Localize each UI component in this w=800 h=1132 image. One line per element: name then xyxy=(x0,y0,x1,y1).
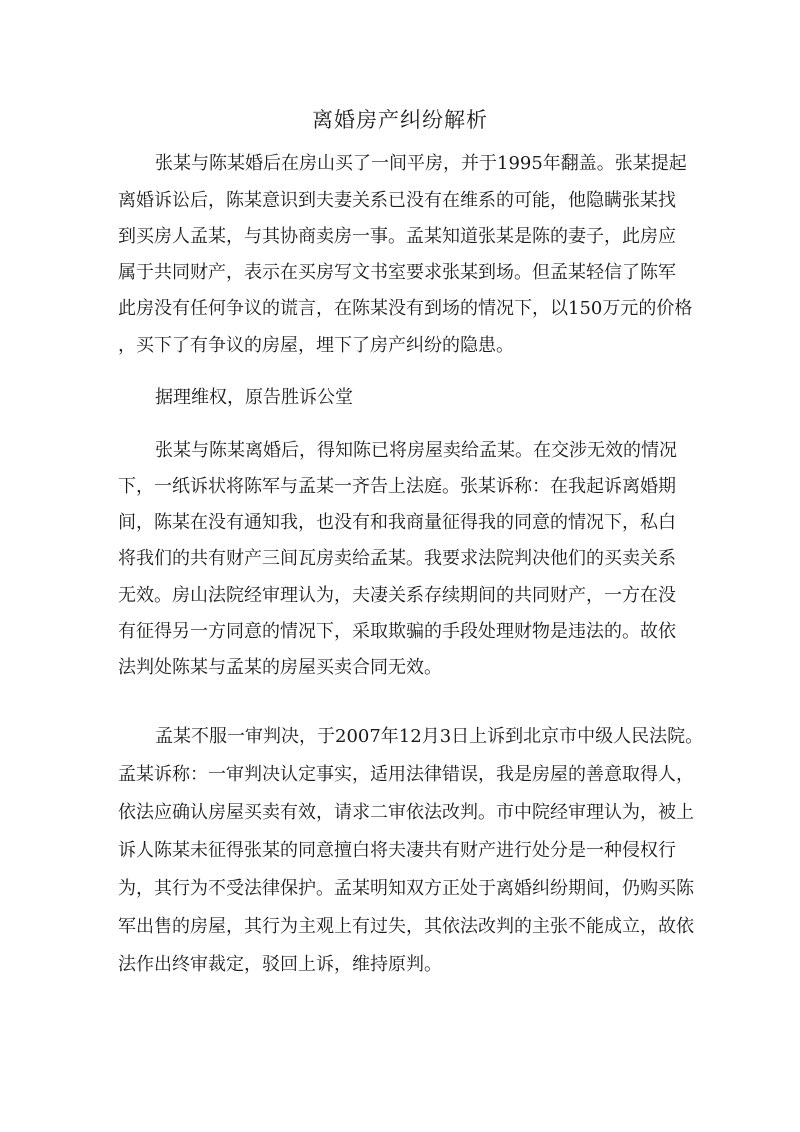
paragraph-2-line: 下，一纸诉状将陈军与孟某一齐告上法庭。张某诉称：在我起诉离婚期 xyxy=(118,476,676,497)
paragraph-1-line: 到买房人孟某，与其协商卖房一事。孟某知道张某是陈的妻子，此房应 xyxy=(118,226,676,247)
paragraph-3-line: 军出售的房屋，其行为主观上有过失，其依法改判的主张不能成立，故依 xyxy=(118,916,694,937)
paragraph-2-line: 将我们的共有财产三间瓦房卖给孟某。我要求法院判决他们的买卖关系 xyxy=(118,548,676,569)
paragraph-3-line: 诉人陈某未征得张某的同意擅白将夫凄共有财产进行处分是一种侵权行 xyxy=(118,840,676,861)
paragraph-1-line: 张某与陈某婚后在房山买了一间平房，并于1995年翻盖。张某提起 xyxy=(155,153,687,174)
paragraph-1-line: ，买下了有争议的房屋，埋下了房产纠纷的隐患。 xyxy=(118,335,514,356)
paragraph-3-line: 孟某诉称：一审判决认定事实，适用法律错误，我是房屋的善意取得人， xyxy=(118,764,694,785)
paragraph-1-line: 此房没有任何争议的谎言，在陈某没有到场的情况下，以150万元的价格 xyxy=(118,298,693,319)
paragraph-2-line: 间，陈某在没有通知我，也没有和我商量征得我的同意的情况下，私白 xyxy=(118,512,676,533)
paragraph-3-line: 法作出终审裁定，驳回上诉，维持原判。 xyxy=(118,954,442,975)
paragraph-1-line: 离婚诉讼后，陈某意识到夫妻关系已没有在维系的可能，他隐瞒张某找 xyxy=(118,190,676,211)
paragraph-3-line: 为，其行为不受法律保护。孟某明知双方正处于离婚纠纷期间，仍购买陈 xyxy=(118,878,694,899)
paragraph-1-line: 属于共同财产，表示在买房写文书室要求张某到场。但孟某轻信了陈军 xyxy=(118,262,676,283)
paragraph-2-line: 有征得另一方同意的情况下，采取欺骗的手段处理财物是违法的。故依 xyxy=(118,621,676,642)
paragraph-2-line: 法判处陈某与孟某的房屋买卖合同无效。 xyxy=(118,657,442,678)
paragraph-2-line: 无效。房山法院经审理认为，夫凄关系存续期间的共同财产，一方在没 xyxy=(118,585,676,606)
paragraph-2-line: 张某与陈某离婚后，得知陈已将房屋卖给孟某。在交涉无效的情况 xyxy=(155,440,677,461)
paragraph-3-line: 孟某不服一审判决，于2007年12月3日上诉到北京市中级人民法院。 xyxy=(155,726,704,747)
document-title: 离婚房产纠纷解析 xyxy=(312,108,488,132)
section-subheading: 据理维权，原告胜诉公堂 xyxy=(155,387,353,408)
paragraph-3-line: 依法应确认房屋买卖有效，请求二审依法改判。市中院经审理认为，被上 xyxy=(118,802,694,823)
